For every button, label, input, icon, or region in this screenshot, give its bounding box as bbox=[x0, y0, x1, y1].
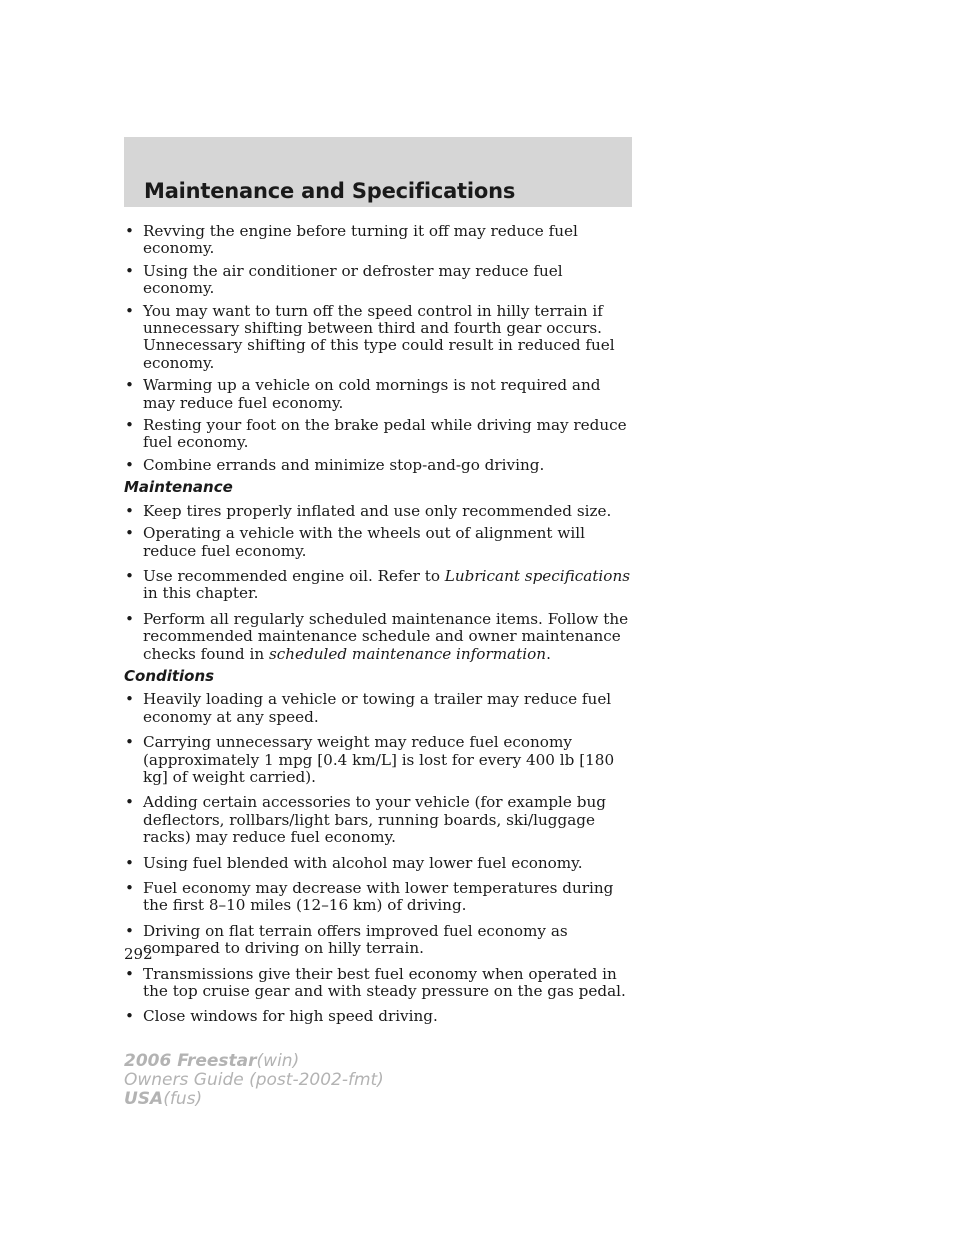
list-item: • Fuel economy may decrease with lower temperatures during the first 8–10 miles (12–16 km) of driving. bbox=[125, 879, 614, 915]
bullet-icon: • bbox=[125, 733, 134, 752]
list-item: • You may want to turn off the speed control in hilly terrain if unnecessary shifting between third and fourth gear occurs. Unnecessary shifting of this type could result in reduced fuel economy. bbox=[125, 301, 615, 372]
bullet-icon: • bbox=[125, 455, 134, 474]
conditions-heading: Conditions bbox=[124, 666, 215, 685]
list-item: • Heavily loading a vehicle or towing a trailer may reduce fuel economy at any speed. bbox=[125, 690, 612, 726]
list-item: • Perform all regularly scheduled maintenance items. Follow the recommended maintenance schedule and owner maintenance checks found in scheduled maintenance information. bbox=[125, 609, 629, 663]
list-item: • Transmissions give their best fuel economy when operated in the top cruise gear and with steady pressure on the gas pedal. bbox=[125, 964, 626, 1001]
bullet-icon: • bbox=[125, 524, 134, 543]
list-item: • Using the air conditioner or defroster may reduce fuel economy. bbox=[125, 261, 563, 298]
list-item: • Using fuel blended with alcohol may lower fuel economy. bbox=[125, 853, 583, 872]
bullet-icon: • bbox=[125, 690, 134, 709]
list-item: • Operating a vehicle with the wheels out of alignment will reduce fuel economy. bbox=[125, 524, 585, 560]
list-item: • Warming up a vehicle on cold mornings is not required and may reduce fuel economy. bbox=[125, 376, 601, 412]
section-header-band bbox=[124, 137, 632, 207]
bullet-icon: • bbox=[125, 566, 134, 585]
footer-line-guide: Owners Guide (post-2002-fmt) bbox=[124, 1070, 384, 1090]
scheduled-maintenance-reference: scheduled maintenance information bbox=[268, 644, 547, 663]
document-footer bbox=[124, 1052, 384, 1109]
footer-line-model: 2006 Freestar(win) bbox=[124, 1051, 300, 1071]
lubricant-specifications-reference: Lubricant specifications bbox=[444, 566, 631, 585]
maintenance-heading: Maintenance bbox=[124, 478, 233, 497]
bullet-icon: • bbox=[125, 853, 134, 872]
bullet-icon: • bbox=[125, 609, 134, 628]
list-item: • Driving on flat terrain offers improved fuel economy as compared to driving on hilly terrain. bbox=[125, 921, 568, 958]
bullet-icon: • bbox=[125, 222, 134, 240]
list-item: • Carrying unnecessary weight may reduce fuel economy (approximately 1 mpg [0.4 km/L] is lost for every 400 lb [180 kg] of weight carried). bbox=[125, 733, 615, 786]
page-content bbox=[124, 223, 634, 1031]
bullet-icon: • bbox=[125, 921, 134, 940]
list-item: • Use recommended engine oil. Refer to Lubricant specifications in this chapter. bbox=[125, 566, 631, 603]
footer-line-region: USA(fus) bbox=[124, 1089, 203, 1109]
section-title: Maintenance and Specifications bbox=[144, 179, 516, 203]
bullet-icon: • bbox=[125, 416, 134, 435]
list-item: • Keep tires properly inflated and use only recommended size. bbox=[125, 501, 612, 520]
bullet-icon: • bbox=[125, 376, 134, 395]
list-item: • Combine errands and minimize stop-and-go driving. bbox=[125, 455, 545, 474]
list-item: • Close windows for high speed driving. bbox=[125, 1007, 438, 1026]
bullet-icon: • bbox=[125, 301, 134, 320]
bullet-icon: • bbox=[125, 261, 134, 280]
page-number: 292 bbox=[124, 945, 153, 963]
bullet-icon: • bbox=[125, 793, 134, 812]
bullet-icon: • bbox=[125, 964, 134, 983]
list-item: • Resting your foot on the brake pedal while driving may reduce fuel economy. bbox=[125, 416, 627, 452]
bullet-icon: • bbox=[125, 879, 134, 897]
bullet-icon: • bbox=[125, 1007, 134, 1026]
bullet-icon: • bbox=[125, 501, 134, 520]
list-item: • Revving the engine before turning it off may reduce fuel economy. bbox=[125, 222, 578, 258]
list-item: • Adding certain accessories to your vehicle (for example bug deflectors, rollbars/light bars, running boards, ski/luggage racks) may reduce fuel economy. bbox=[125, 793, 606, 847]
